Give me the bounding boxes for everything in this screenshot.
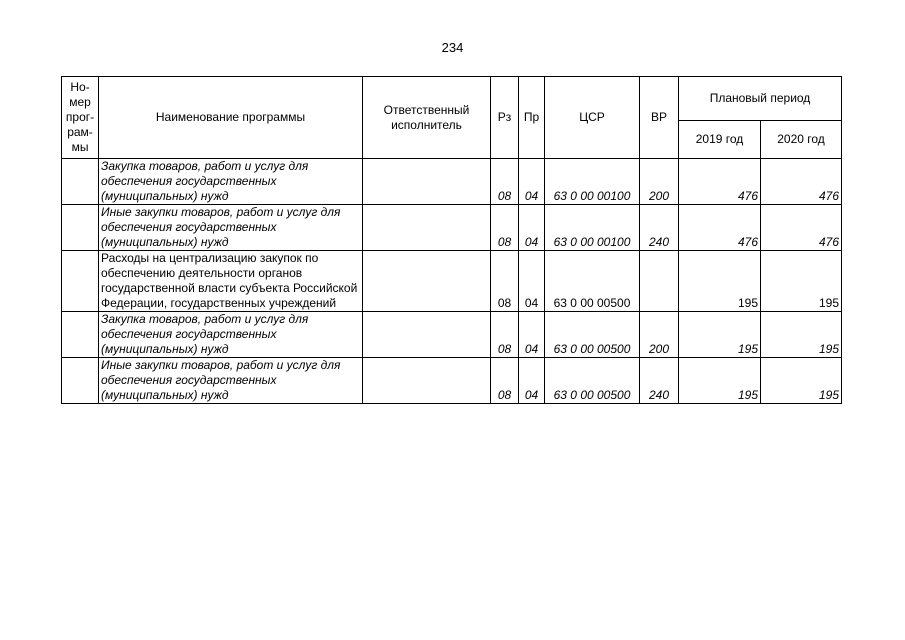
cell-rz: 08	[491, 205, 519, 251]
header-executor: Ответственный исполнитель	[363, 77, 491, 159]
cell-pr: 04	[519, 358, 545, 404]
cell-executor	[363, 159, 491, 205]
cell-amount-2020: 195	[761, 312, 842, 358]
cell-csr: 63 0 00 00500	[545, 358, 640, 404]
page-number: 234	[441, 40, 464, 55]
cell-amount-2019: 195	[679, 358, 761, 404]
cell-amount-2020: 195	[761, 251, 842, 312]
cell-executor	[363, 251, 491, 312]
header-year-2019: 2019 год	[679, 121, 761, 159]
cell-amount-2020: 476	[761, 159, 842, 205]
cell-vr: 200	[640, 159, 679, 205]
cell-program-name: Иные закупки товаров, работ и услуг для обеспечения государственных (муниципальных) нужд	[99, 358, 363, 404]
cell-amount-2020: 195	[761, 358, 842, 404]
header-program-name: Наименование программы	[99, 77, 363, 159]
cell-pr: 04	[519, 205, 545, 251]
cell-amount-2019: 476	[679, 159, 761, 205]
cell-csr: 63 0 00 00100	[545, 205, 640, 251]
header-program-number: Но-мер прог-рам-мы	[62, 77, 99, 159]
cell-rz: 08	[491, 358, 519, 404]
cell-program-number	[62, 251, 99, 312]
cell-executor	[363, 205, 491, 251]
cell-csr: 63 0 00 00500	[545, 251, 640, 312]
cell-rz: 08	[491, 312, 519, 358]
table-row	[62, 358, 842, 404]
cell-pr: 04	[519, 159, 545, 205]
cell-program-name: Закупка товаров, работ и услуг для обеспечения государственных (муниципальных) нужд	[99, 312, 363, 358]
table-row	[62, 159, 842, 205]
cell-program-number	[62, 159, 99, 205]
cell-pr: 04	[519, 312, 545, 358]
cell-program-number	[62, 205, 99, 251]
cell-executor	[363, 358, 491, 404]
cell-vr: 200	[640, 312, 679, 358]
cell-vr	[640, 251, 679, 312]
cell-amount-2019: 476	[679, 205, 761, 251]
table-row	[62, 205, 842, 251]
cell-csr: 63 0 00 00100	[545, 159, 640, 205]
cell-amount-2020: 476	[761, 205, 842, 251]
cell-program-name: Расходы на централизацию закупок по обеспечению деятельности органов государственной власти субъекта Российской Федерации, государственных учреждений	[99, 251, 363, 312]
header-pr: Пр	[519, 77, 545, 159]
table-row	[62, 312, 842, 358]
header-planned-period: Плановый период	[679, 77, 842, 121]
cell-program-name: Иные закупки товаров, работ и услуг для обеспечения государственных (муниципальных) нужд	[99, 205, 363, 251]
cell-rz: 08	[491, 251, 519, 312]
header-year-2020: 2020 год	[761, 121, 842, 159]
cell-rz: 08	[491, 159, 519, 205]
cell-amount-2019: 195	[679, 312, 761, 358]
header-vr: ВР	[640, 77, 679, 159]
cell-executor	[363, 312, 491, 358]
budget-table	[61, 76, 842, 404]
header-rz: Рз	[491, 77, 519, 159]
header-csr: ЦСР	[545, 77, 640, 159]
cell-pr: 04	[519, 251, 545, 312]
cell-program-number	[62, 312, 99, 358]
cell-program-number	[62, 358, 99, 404]
cell-amount-2019: 195	[679, 251, 761, 312]
cell-csr: 63 0 00 00500	[545, 312, 640, 358]
cell-program-name: Закупка товаров, работ и услуг для обеспечения государственных (муниципальных) нужд	[99, 159, 363, 205]
cell-vr: 240	[640, 358, 679, 404]
cell-vr: 240	[640, 205, 679, 251]
table-row	[62, 251, 842, 312]
